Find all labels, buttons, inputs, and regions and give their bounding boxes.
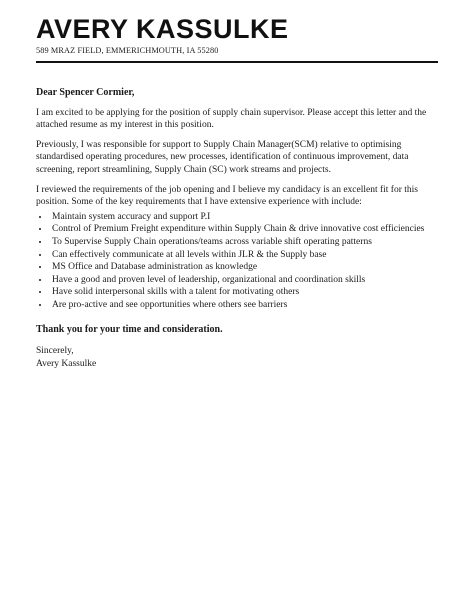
list-item: • Have a good and proven level of leadership, organizational and coordination skills xyxy=(50,274,438,287)
experience-paragraph: Previously, I was responsible for support to Supply Chain Manager(SCM) relative to optimising standardised operating procedures, new processes, identification of continuous improvement, data screening, report streamlining, Supply Chain (SC) work streams and projects. xyxy=(36,139,409,175)
list-item: • Have solid interpersonal skills with a talent for motivating others xyxy=(50,286,438,299)
letter-header xyxy=(36,14,438,56)
applicant-address: 589 MRAZ FIELD, EMMERICHMOUTH, IA 55280 xyxy=(36,46,219,55)
salutation: Dear Spencer Cormier, xyxy=(36,87,135,98)
list-item: • MS Office and Database administration as knowledge xyxy=(50,261,438,274)
list-item: • To Supervise Supply Chain operations/teams across variable shift operating patterns xyxy=(50,236,438,249)
requirements-paragraph: I reviewed the requirements of the job opening and I believe my candidacy is an excellent fit for this position. Some of the key requirements that I have extensive experience with include: xyxy=(36,184,418,208)
intro-paragraph: I am excited to be applying for the position of supply chain supervisor. Please accept this letter and the attached resume as my interest in this position. xyxy=(36,107,427,131)
list-item: • Control of Premium Freight expenditure within Supply Chain & drive innovative cost efficiencies xyxy=(50,223,438,236)
letter-body xyxy=(36,87,438,370)
signature-name: Avery Kassulke xyxy=(36,358,97,369)
header-divider xyxy=(36,61,438,63)
requirements-list xyxy=(36,211,438,312)
closing: Sincerely, xyxy=(36,346,74,357)
list-item: • Are pro-active and see opportunities where others see barriers xyxy=(50,299,438,312)
list-item: • Can effectively communicate at all levels within JLR & the Supply base xyxy=(50,249,438,262)
applicant-name: AVERY KASSULKE xyxy=(36,14,289,44)
list-item: • Maintain system accuracy and support P.I xyxy=(50,211,438,224)
thank-you-line: Thank you for your time and consideration. xyxy=(36,323,223,335)
